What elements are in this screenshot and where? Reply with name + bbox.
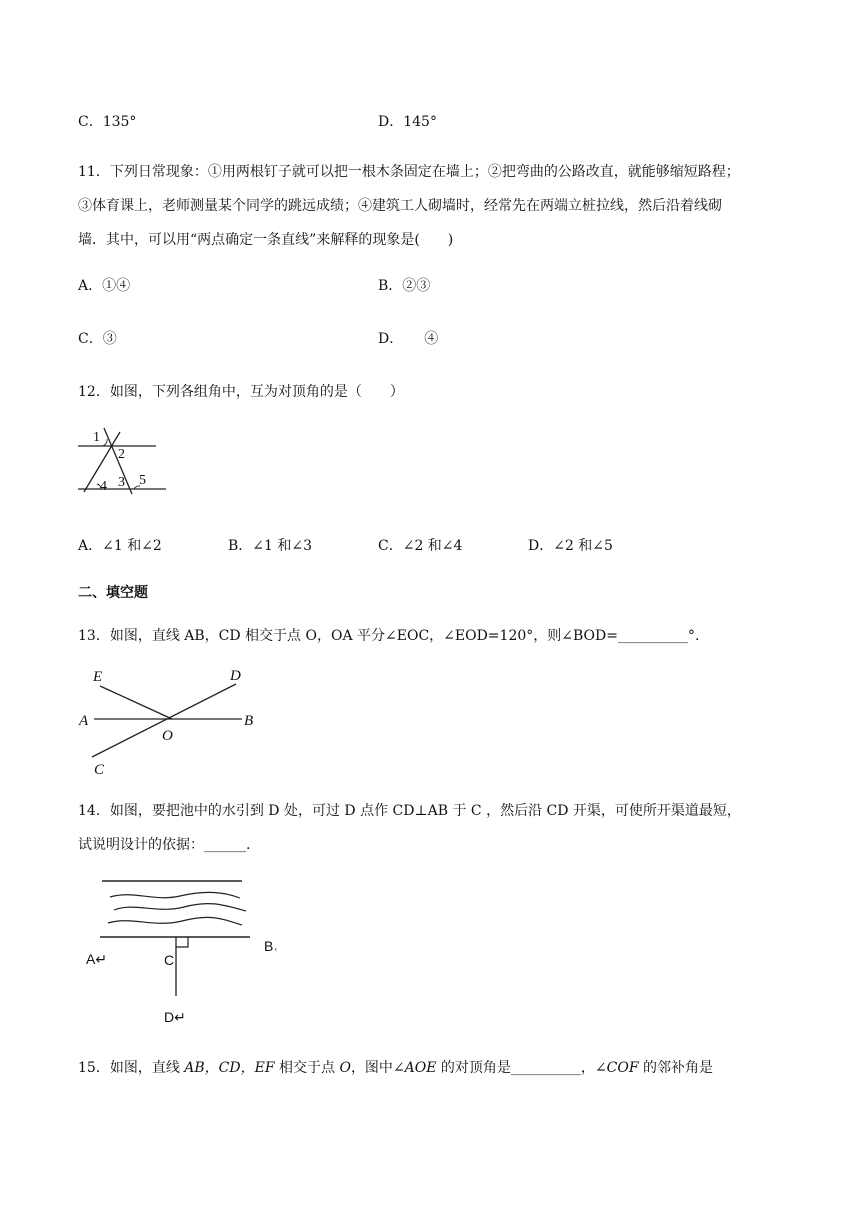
q12-label-1: 1	[93, 430, 100, 445]
q15-point: O	[339, 1060, 351, 1076]
q14-label-c: C	[164, 952, 175, 968]
q12-figure	[76, 424, 176, 496]
q14-right-angle-mark	[176, 937, 188, 947]
q12-angle1-arc	[101, 439, 107, 446]
section-title: 二、填空题	[78, 585, 148, 601]
q11-stem-line1: 11．下列日常现象：①用两根钉子就可以把一根木条固定在墙上；②把弯曲的公路改直，就能够缩短路程；	[78, 164, 740, 180]
q13-label-b: B	[244, 713, 254, 729]
q14-stem-line1: 14．如图，要把池中的水引到 D 处，可过 D 点作 CD⊥AB 于 C ，然后沿 CD 开渠，可使所开渠道最短，	[78, 803, 741, 819]
q14-label-b: B˓	[264, 938, 278, 954]
q14-label-a: A↵	[86, 951, 108, 967]
q13-figure	[76, 664, 276, 780]
q15-stem	[78, 1058, 713, 1078]
q13-label-c: C	[94, 762, 105, 778]
q12-label-4: 4	[100, 479, 107, 494]
q11-stem-line2: ③体育课上，老师测量某个同学的跳远成绩；④建筑工人砌墙时，经常先在两端立桩拉线，然后沿着线砌	[78, 198, 722, 214]
q14-water-wave-1	[110, 892, 240, 898]
q11-option-a: A．①④	[78, 278, 131, 294]
q10-option-d: D．145°	[378, 114, 437, 130]
q13-label-d: D	[230, 668, 241, 684]
q12-label-3: 3	[118, 475, 125, 490]
q14-water-wave-3	[108, 917, 242, 925]
q12-option-a: A．∠1 和∠2	[78, 538, 162, 554]
q10-option-c: C．135°	[78, 114, 137, 130]
q14-stem-line2: 试说明设计的依据：______.	[78, 837, 251, 853]
q15-suffix: 的邻补角是	[638, 1060, 714, 1076]
q12-option-b: B．∠1 和∠3	[228, 538, 313, 554]
q12-label-2: 2	[118, 447, 125, 462]
q15-angle-aoe: ∠AOE	[392, 1060, 437, 1076]
q15-mid: 相交于点	[274, 1060, 340, 1076]
q13-ray-oe	[100, 686, 172, 719]
q11-option-b: B．②③	[378, 278, 431, 294]
q15-mid2: ，图中	[350, 1060, 393, 1076]
q11-stem-line3: 墙．其中，可以用“两点确定一条直线”来解释的现象是( )	[78, 232, 454, 248]
q14-water-wave-2	[114, 904, 246, 911]
q15-angle-cof: ∠COF	[594, 1060, 639, 1076]
q13-label-o: O	[162, 728, 173, 744]
q14-label-d: D↵	[164, 1009, 186, 1025]
q14-figure	[84, 872, 294, 1027]
q13-label-e: E	[93, 669, 103, 685]
q13-label-a: A	[79, 713, 89, 729]
q12-label-5: 5	[139, 473, 146, 488]
q11-option-c: C．③	[78, 331, 117, 347]
q13-line-cd	[92, 684, 236, 757]
q12-option-d: D．∠2 和∠5	[528, 538, 613, 554]
q12-stem: 12．如图，下列各组角中，互为对顶角的是（ ）	[78, 384, 404, 400]
q11-option-d: D． ④	[378, 331, 439, 347]
q15-prefix: 15．如图，直线	[78, 1060, 185, 1076]
q13-stem: 13．如图，直线 AB，CD 相交于点 O，OA 平分∠EOC，∠EOD=120°，则∠BOD=__________°.	[78, 628, 700, 644]
q15-lines: AB，CD，EF	[184, 1060, 275, 1076]
q15-mid3: 的对顶角是__________，	[436, 1060, 595, 1076]
q12-option-c: C．∠2 和∠4	[378, 538, 463, 554]
